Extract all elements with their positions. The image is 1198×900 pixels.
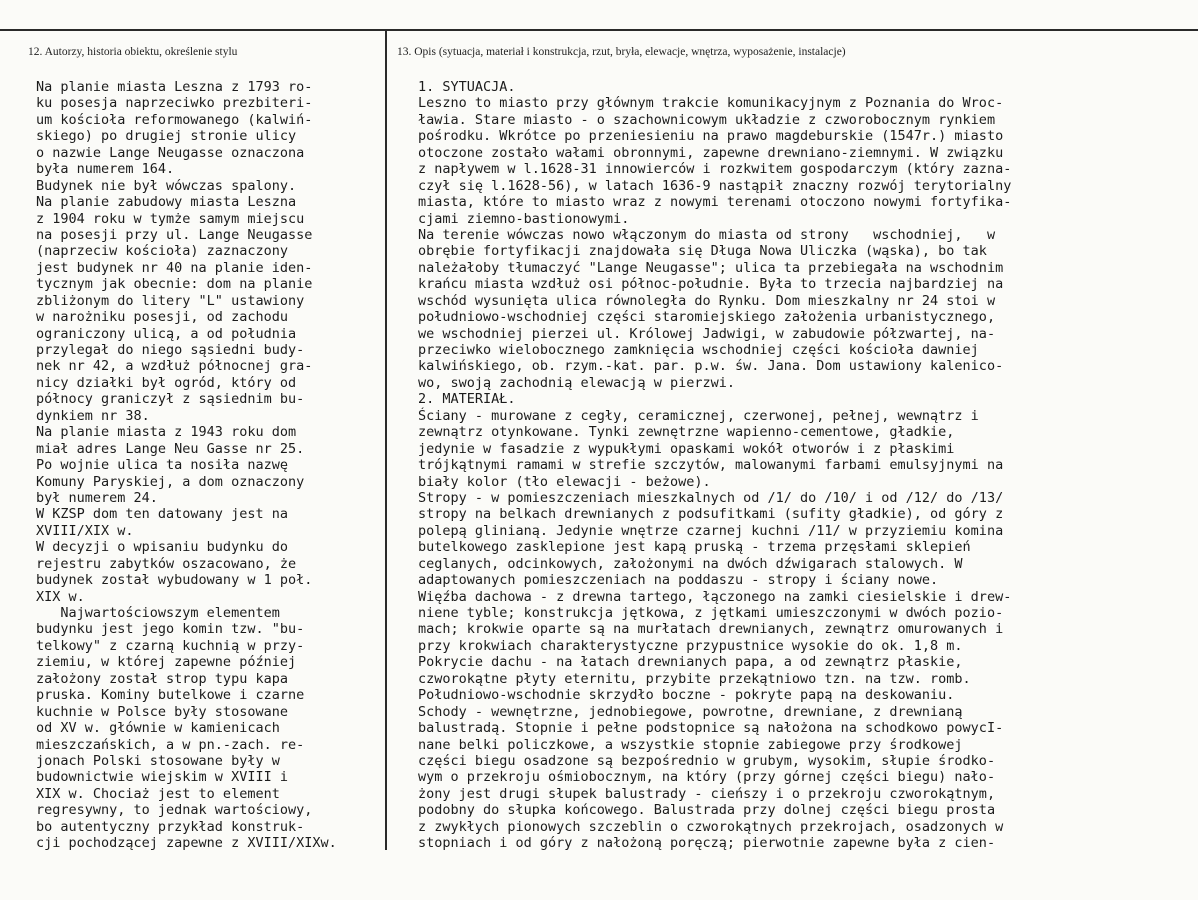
history-text-line: miał adres Lange Neu Gasse nr 25. <box>36 440 305 457</box>
description-text-line: ceglanych, odcinkowych, założonymi na dwóch dźwigarach stalowych. W <box>418 555 963 572</box>
description-text-line: Pokrycie dachu - na łatach drewnianych papa, a od zewnątrz płaskie, <box>418 654 963 671</box>
history-text-line: był numerem 24. <box>36 489 158 506</box>
description-text-line: polepą glinianą. Jedynie wnętrze czarnej kuchni /11/ w przyziemiu komina <box>418 522 1004 539</box>
history-text-line: cji pochodzącej zapewne z XVIII/XIXw. <box>36 835 337 852</box>
description-text-line: stopniach i od góry z nałożoną poręczą; pierwotnie zapewne była z cien- <box>418 835 996 852</box>
top-border-line <box>0 29 1198 31</box>
history-text-line: W KZSP dom ten datowany jest na <box>36 506 288 523</box>
history-text-line: od XV w. głównie w kamienicach <box>36 720 280 737</box>
history-text-line: ziemiu, w której zapewne później <box>36 654 297 671</box>
history-text-line: pruska. Kominy butelkowe i czarne <box>36 687 305 704</box>
description-text-line: kalwińskiego, ob. rzym.-kat. par. p.w. św. Jana. Dom ustawiony kalenico- <box>418 358 1004 375</box>
history-text-line: ograniczony ulicą, a od południa <box>36 325 297 342</box>
history-text-line: um kościoła reformowanego (kalwiń- <box>36 111 313 128</box>
description-text-line: zewnątrz otynkowane. Tynki zewnętrzne wapienno-cementowe, gładkie, <box>418 424 955 441</box>
history-text-line: XVIII/XIX w. <box>36 522 134 539</box>
history-text-line: bo autentyczny przykład konstruk- <box>36 818 305 835</box>
history-text-line: na posesji przy ul. Lange Neugasse <box>36 226 313 243</box>
history-text-line: jest budynek nr 40 na planie iden- <box>36 259 313 276</box>
history-text-line: W decyzji o wpisaniu budynku do <box>36 539 288 556</box>
description-text-line: 1. SYTUACJA. <box>418 79 516 95</box>
description-text-line: balustradą. Stopnie i pełne podstopnice są nałożona na schodkowo powycI- <box>418 720 1004 737</box>
description-text-line: niene tyble; konstrukcja jętkowa, z jętkami umieszczonymi w dwóch pozio- <box>418 605 1004 621</box>
description-text-line: przy krokwiach charakterystyczne przypustnice wysokie do ok. 1,8 m. <box>418 637 963 654</box>
description-text-line: we wschodniej pierzei ul. Królowej Jadwigi, w zabudowie półzwartej, na- <box>418 325 996 342</box>
description-text-line: Ściany - murowane z cegły, ceramicznej, czerwonej, pełnej, wewnątrz i <box>418 407 979 424</box>
history-text-line: mieszczańskich, a w pn.-zach. re- <box>36 736 305 753</box>
description-text-line: południowo-wschodniej części staromiejskiego założenia urbanistycznego, <box>418 309 996 326</box>
history-text-line: Najwartościowszym elementem <box>36 605 280 621</box>
history-text-line: Komuny Paryskiej, a dom oznaczony <box>36 473 305 490</box>
history-text-line: jonach Polski stosowane były w <box>36 752 280 769</box>
section-12-header: 12. Autorzy, historia obiektu, określenie stylu <box>28 46 238 58</box>
history-text-line: z 1904 roku w tymże samym miejscu <box>36 210 305 227</box>
description-text-line: otoczone zostało wałami obronnymi, zapewne drewniano-ziemnymi. W związku <box>418 144 1004 161</box>
history-text-line: nek nr 42, a wzdłuż północnej gra- <box>36 358 313 375</box>
description-text-line: krańcu miasta wzdłuż osi północ-południe. Była to trzecia najbardziej na <box>418 276 1004 293</box>
history-text-line: XIX w. <box>36 588 85 605</box>
description-text-line: wo, swoją zachodnią elewacją w pierzwi. <box>418 374 735 391</box>
history-text-line: (naprzeciw kościoła) zaznaczony <box>36 243 288 260</box>
history-text-line: Na planie miasta z 1943 roku dom <box>36 424 297 441</box>
description-text-line: cjami ziemno-bastionowymi. <box>418 210 630 227</box>
history-text-line: XIX w. Chociaż jest to element <box>36 785 280 802</box>
history-text-line: rejestru zabytków oszacowano, że <box>36 555 297 572</box>
description-text-line: Południowo-wschodnie skrzydło boczne - pokryte papą na deskowaniu. <box>418 687 955 704</box>
description-text-line: butelkowego zasklepione jest kapą pruską - trzema przęsłami sklepień <box>418 539 971 556</box>
description-text-line: biały kolor (tło elewacji - beżowe). <box>418 473 711 490</box>
history-text-line: budynku jest jego komin tzw. "bu- <box>36 621 305 638</box>
description-text-line: obrębie fortyfikacji znajdowała się Długa Nowa Uliczka (wąska), bo tak <box>418 243 987 260</box>
description-text-line: podobny do słupka końcowego. Balustrada przy dolnej części biegu prosta <box>418 802 996 819</box>
history-text-line: dynkiem nr 38. <box>36 407 150 424</box>
description-text-line: Schody - wewnętrzne, jednobiegowe, powrotne, drewniane, z drewnianą <box>418 703 963 720</box>
history-text-line: budynek został wybudowany w 1 poł. <box>36 572 313 589</box>
description-text-line: Więźba dachowa - z drewna tartego, łączonego na zamki ciesielskie i drew- <box>418 588 1012 605</box>
history-text-line: Na planie miasta Leszna z 1793 ro- <box>36 79 313 95</box>
history-text-line: kuchnie w Polsce były stosowane <box>36 703 288 720</box>
description-text-line: trójkątnymi ramami w strefie szczytów, malowanymi farbami emulsyjnymi na <box>418 457 1004 474</box>
history-text-line: regresywny, to jednak wartościowy, <box>36 802 313 819</box>
description-text-line: miasta, które to miasto wraz z nowymi terenami otoczono nowymi fortyfika- <box>418 194 1012 211</box>
description-text-line: Leszno to miasto przy głównym trakcie komunikacyjnym z Poznania do Wroc- <box>418 95 1004 112</box>
history-text-line: skiego) po drugiej stronie ulicy <box>36 128 297 145</box>
history-text-line: telkowy" z czarną kuchnią w przy- <box>36 637 305 654</box>
description-text-line: ławia. Stare miasto - o szachownicowym układzie z czworobocznym rynkiem <box>418 111 996 128</box>
description-text-line: należałoby tłumaczyć "Lange Neugasse"; ulica ta przebiegała na wschodnim <box>418 259 1004 276</box>
description-text-line: jedynie w fasadzie z wypukłymi opaskami wokół otworów i z płaskimi <box>418 440 955 457</box>
history-text-line: założony został strop typu kapa <box>36 670 288 687</box>
history-text-line: zbliżonym do litery "L" ustawiony <box>36 292 305 309</box>
description-text-column <box>418 79 1163 852</box>
history-text-line: była numerem 164. <box>36 161 175 178</box>
description-text-line: czył się l.1628-56), w latach 1636-9 nastąpił znaczny rozwój terytorialny <box>418 177 1012 194</box>
description-text-line: nane belki policzkowe, a wszystkie stopnie zabiegowe przy środkowej <box>418 736 963 753</box>
description-text-line: wym o przekroju ośmiobocznym, na który (przy górnej części biegu) nało- <box>418 769 996 786</box>
section-13-header: 13. Opis (sytuacja, materiał i konstrukcja, rzut, bryła, elewacje, wnętrza, wyposażenie, instalacje) <box>397 46 846 58</box>
history-text-line: nicy działki był ogród, który od <box>36 374 297 391</box>
history-text-line: północy graniczył z sąsiednim bu- <box>36 391 305 408</box>
description-text-line: części biegu osadzone są bezpośrednio w grubym, wysokim, słupie środko- <box>418 752 996 769</box>
history-text-line: o nazwie Lange Neugasse oznaczona <box>36 144 305 161</box>
history-text-line: Na planie zabudowy miasta Leszna <box>36 194 297 211</box>
description-text-line: mach; krokwie oparte są na murłatach drewnianych, zewnątrz omurowanych i <box>418 621 1004 638</box>
history-text-line: w narożniku posesji, od zachodu <box>36 309 288 326</box>
description-text-line: pośrodku. Wkrótce po przeniesieniu na prawo magdeburskie (1547r.) miasto <box>418 128 1004 145</box>
description-text-line: adaptowanych pomieszczeniach na poddaszu - stropy i ściany nowe. <box>418 572 939 589</box>
description-text-line: wschód wysunięta ulica równoległa do Rynku. Dom mieszkalny nr 24 stoi w <box>418 292 996 309</box>
history-text-line: budownictwie wiejskim w XVIII i <box>36 769 288 786</box>
history-text-line: Budynek nie był wówczas spalony. <box>36 177 297 194</box>
description-text-line: z napływem w l.1628-31 innowierców i rozkwitem gospodarczym (który zazna- <box>418 161 1012 178</box>
history-text-line: Po wojnie ulica ta nosiła nazwę <box>36 457 288 474</box>
description-text-line: czworokątne płyty eternitu, przybite przekątniowo tzn. na tzw. romb. <box>418 670 971 687</box>
description-text-line: z zwykłych pionowych szczeblin o czworokątnych przekrojach, osadzonych w <box>418 818 1004 835</box>
description-text-line: 2. MATERIAŁ. <box>418 391 516 408</box>
history-text-column <box>36 79 388 852</box>
description-text-line: przeciwko wielobocznego zamknięcia wschodniej części kościoła dawniej <box>418 342 979 358</box>
description-text-line: Na terenie wówczas nowo włączonym do miasta od strony wschodniej, w <box>418 226 996 243</box>
description-text-line: Stropy - w pomieszczeniach mieszkalnych od /1/ do /10/ i od /12/ do /13/ <box>418 489 1004 506</box>
description-text-line: stropy na belkach drewnianych z podsufitkami (sufity gładkie), od góry z <box>418 506 1004 523</box>
description-text-line: żony jest drugi słupek balustrady - cieńszy i o przekroju czworokątnym, <box>418 785 996 802</box>
history-text-line: tycznym jak obecnie: dom na planie <box>36 276 313 293</box>
history-text-line: ku posesja naprzeciwko prezbiteri- <box>36 95 313 112</box>
history-text-line: przylegał do niego sąsiedni budy- <box>36 342 305 358</box>
